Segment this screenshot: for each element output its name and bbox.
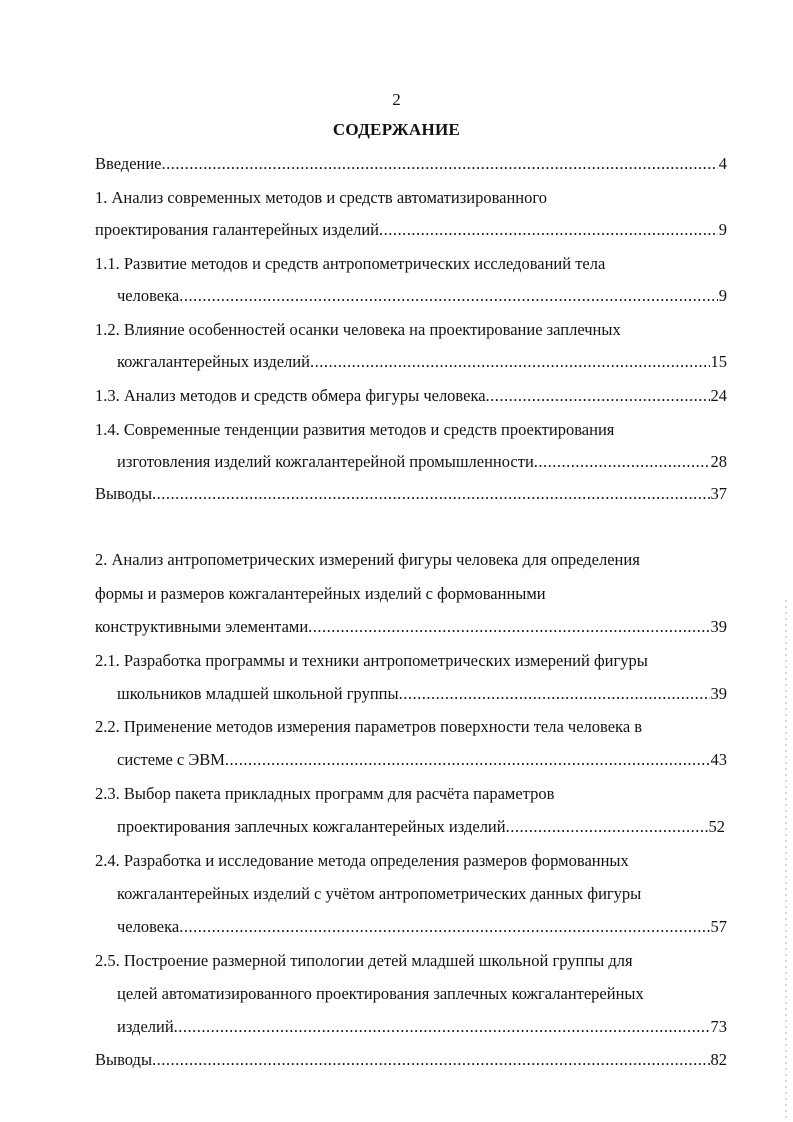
toc-entry-text: конструктивными элементами: [95, 617, 309, 636]
toc-entry-text: системе с ЭВМ: [117, 750, 225, 769]
toc-entry-2-5-cont[interactable]: [117, 982, 727, 1006]
toc-entry-chapter-2-cont-2[interactable]: [95, 615, 727, 639]
toc-entry-text: человека: [117, 286, 180, 305]
toc-entry-text: изготовления изделий кожгалантерейной промышленности: [117, 452, 534, 471]
toc-entry-text: 1.2. Влияние особенностей осанки человека на проектирование заплечных: [95, 320, 621, 339]
scan-edge-artifact: [785, 600, 787, 1120]
toc-entry-2-2[interactable]: [95, 715, 727, 739]
toc-entry-1-2-cont[interactable]: [117, 350, 727, 374]
toc-entry-text: 1.3. Анализ методов и средств обмера фигуры человека: [95, 386, 486, 405]
toc-entry-text: изделий: [117, 1017, 174, 1036]
toc-entry-conclusions-2[interactable]: [95, 1048, 727, 1072]
toc-entry-2-3-cont[interactable]: [117, 815, 725, 839]
table-of-contents: [95, 152, 727, 1072]
toc-entry-text: 2.2. Применение методов измерения параметров поверхности тела человека в: [95, 717, 643, 736]
toc-entry-1-4-cont[interactable]: [117, 450, 727, 474]
toc-entry-page: 82: [710, 1050, 727, 1069]
toc-leader-dots: [308, 615, 709, 639]
toc-entry-page: 73: [710, 1017, 727, 1036]
toc-entry-page: 9: [718, 286, 727, 305]
toc-entry-text: 2.1. Разработка программы и техники антропометрических измерений фигуры: [95, 651, 648, 670]
toc-entry-1-4[interactable]: [95, 418, 727, 442]
toc-entry-page: 9: [718, 220, 727, 239]
toc-entry-1-1[interactable]: [95, 252, 727, 276]
toc-entry-text: 2.4. Разработка и исследование метода определения размеров формованных: [95, 851, 629, 870]
toc-entry-page: 4: [718, 154, 727, 173]
toc-entry-page: 15: [710, 352, 727, 371]
toc-entry-text: Введение: [95, 154, 162, 173]
toc-entry-text: 1. Анализ современных методов и средств автоматизированного: [95, 188, 547, 207]
toc-entry-chapter-2-cont[interactable]: [95, 582, 727, 606]
toc-entry-text: 1.1. Развитие методов и средств антропометрических исследований тела: [95, 254, 606, 273]
toc-leader-dots: [162, 152, 718, 176]
toc-entry-2-5[interactable]: [95, 949, 727, 973]
toc-entry-text: проектирования заплечных кожгалантерейных изделий: [117, 817, 506, 836]
toc-entry-page: 39: [710, 684, 727, 703]
toc-leader-dots: [486, 384, 710, 408]
toc-entry-2-1-cont[interactable]: [117, 682, 727, 706]
toc-entry-text: Выводы: [95, 1050, 153, 1069]
toc-leader-dots: [399, 682, 710, 706]
toc-leader-dots: [506, 815, 708, 839]
toc-entry-2-4-cont[interactable]: [117, 882, 727, 906]
toc-entry-page: 37: [710, 484, 727, 503]
toc-entry-text: целей автоматизированного проектирования заплечных кожгалантерейных: [117, 984, 644, 1003]
toc-entry-page: 57: [710, 917, 727, 936]
toc-entry-chapter-1[interactable]: [95, 186, 727, 210]
toc-entry-text: кожгалантерейных изделий: [117, 352, 310, 371]
toc-entry-text: 1.4. Современные тенденции развития методов и средств проектирования: [95, 420, 615, 439]
page-title: СОДЕРЖАНИЕ: [332, 120, 461, 139]
toc-entry-page: 39: [710, 617, 727, 636]
toc-entry-2-4[interactable]: [95, 849, 727, 873]
toc-leader-dots: [225, 748, 710, 772]
toc-entry-introduction[interactable]: [95, 152, 727, 176]
toc-entry-text: человека: [117, 917, 180, 936]
toc-leader-dots: [310, 350, 710, 374]
toc-leader-dots: [379, 218, 718, 242]
toc-entry-page: 52: [708, 817, 725, 836]
toc-entry-2-5-cont-2[interactable]: [117, 1015, 727, 1039]
toc-entry-text: 2.5. Построение размерной типологии детей младшей школьной группы для: [95, 951, 633, 970]
toc-entry-text: 2.3. Выбор пакета прикладных программ для расчёта параметров: [95, 784, 555, 803]
toc-entry-chapter-2[interactable]: [95, 548, 727, 572]
toc-leader-dots: [179, 915, 709, 939]
toc-entry-2-4-cont-2[interactable]: [117, 915, 727, 939]
toc-entry-1-2[interactable]: [95, 318, 727, 342]
toc-leader-dots: [152, 1048, 709, 1072]
toc-entry-1-3[interactable]: [95, 384, 727, 408]
toc-entry-page: 43: [710, 750, 727, 769]
toc-leader-dots: [534, 450, 710, 474]
toc-entry-text: Выводы: [95, 484, 153, 503]
toc-entry-1-1-cont[interactable]: [117, 284, 727, 308]
toc-entry-2-1[interactable]: [95, 649, 727, 673]
toc-leader-dots: [179, 284, 718, 308]
toc-entry-conclusions-1[interactable]: [95, 482, 727, 506]
toc-entry-page: 24: [710, 386, 727, 405]
toc-entry-page: 28: [710, 452, 727, 471]
toc-entry-2-3[interactable]: [95, 782, 727, 806]
toc-entry-text: формы и размеров кожгалантерейных изделий с формованными: [95, 584, 546, 603]
toc-entry-text: 2. Анализ антропометрических измерений фигуры человека для определения: [95, 550, 640, 569]
toc-entry-text: проектирования галантерейных изделий: [95, 220, 379, 239]
page-number: 2: [392, 90, 401, 109]
toc-entry-chapter-1-cont[interactable]: [95, 218, 727, 242]
toc-entry-text: кожгалантерейных изделий с учётом антропометрических данных фигуры: [117, 884, 642, 903]
toc-leader-dots: [174, 1015, 710, 1039]
toc-entry-2-2-cont[interactable]: [117, 748, 727, 772]
toc-entry-text: школьников младшей школьной группы: [117, 684, 399, 703]
toc-leader-dots: [152, 482, 709, 506]
